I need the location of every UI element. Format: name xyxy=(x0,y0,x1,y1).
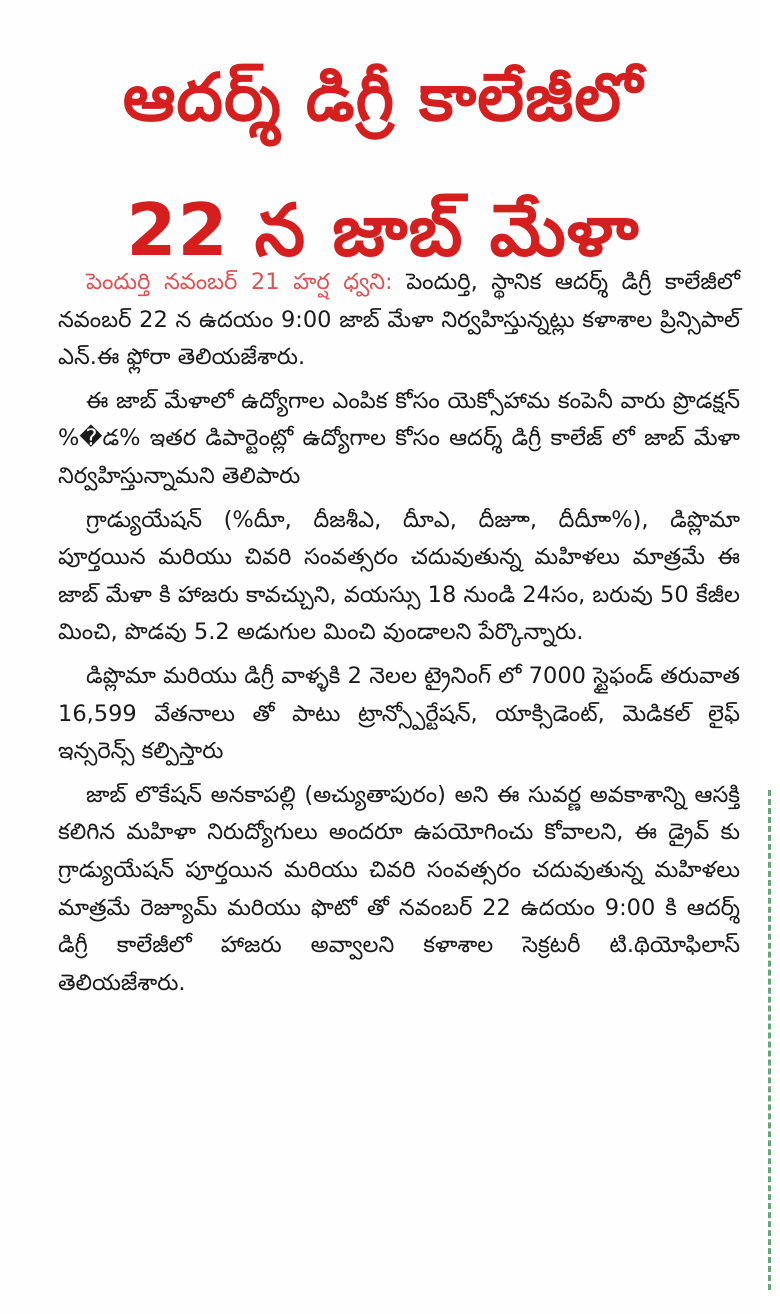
dateline: పెందుర్తి నవంబర్ 21 హర్ష ధ్వని: xyxy=(86,269,393,295)
article-paragraph-5: జాబ్ లొకేషన్ అనకాపల్లి (అచ్యుతాపురం) అని ఈ సువర్ణ అవకాశాన్ని ఆసక్తి కలిగిన మహిళా నిరుద్యోగులు అందరూ ఉపయోగించు కోవాలని, ఈ డ్రైవ్ కు గ్రాడ్యుయేషన్ పూర్తయిన మరియు చివరి సంవత్సరం చదువుతున్న మహిళలు మాత్రమే రెజ్యూమ్ మరియు ఫొటో తో నవంబర్ 22 ఉదయం 9:00 కి ఆదర్శ్ డిగ్రీ కాలేజీలో హాజరు అవ్వాలని కళాశాల సెక్రటరీ టి.థియోఫిలాస్ తెలియజేశారు. xyxy=(58,781,740,996)
article-paragraph-1-text: పెందుర్తి, స్థానిక ఆదర్శ్ డిగ్రీ కాలేజీలో నవంబర్ 22 న ఉదయం 9:00 జాబ్ మేళా నిర్వహిస్తున్నట్లు కళాశాల ప్రిన్సిపాల్ ఎన్.ఈ ఫ్లోరా తెలియజేశారు. xyxy=(58,269,740,371)
article-paragraph-1 xyxy=(58,264,740,377)
headline-line-1: ఆదర్శ్ డిగ్రీ కాలేజీలో xyxy=(122,59,644,136)
article-paragraph-2: ఈ జాబ్ మేళాలో ఉద్యోగాల ఎంపిక కోసం యెక్సోహామ కంపెనీ వారు ప్రొడక్షన్ %�డ% ఇతర డిపార్టెంట్లో ఉద్యోగాల కోసం ఆదర్శ్ డిగ్రీ కాలేజ్ లో జాబ్ మేళా నిర్వహిస్తున్నామని తెలిపారు xyxy=(58,387,740,489)
headline-line-2: 22 న జాబ్ మేళా xyxy=(126,188,640,272)
article-paragraph-4: డిప్లొమా మరియు డిగ్రీ వాళ్ళకి 2 నెలల ట్రైనింగ్ లో 7000 స్టైఫండ్ తరువాత 16,599 వేతనాలు తో పాటు ట్రాన్స్పోర్టేషన్, యాక్సిడెంట్, మెడికల్ లైఫ్ ఇన్సరెన్స్ కల్పిస్తారు xyxy=(58,662,740,765)
article-body xyxy=(58,264,740,1008)
article-paragraph-3: గ్రాడ్యుయేషన్ (%దీూ, దీజశీఎ, దీూఎ, దీజూా, దీదీూా%), డిప్లొమా పూర్తయిన మరియు చివరి సంవత్సరం చదువుతున్న మహిళలు మాత్రమే ఈ జాబ్ మేళా కి హాజరు కావచ్చుని, వయస్సు 18 నుండి 24సం, బరువు 50 కేజీల మించి, పొడవు 5.2 అడుగుల మించి వుండాలని పేర్కొన్నారు. xyxy=(58,506,741,646)
edge-mark xyxy=(768,790,780,1290)
